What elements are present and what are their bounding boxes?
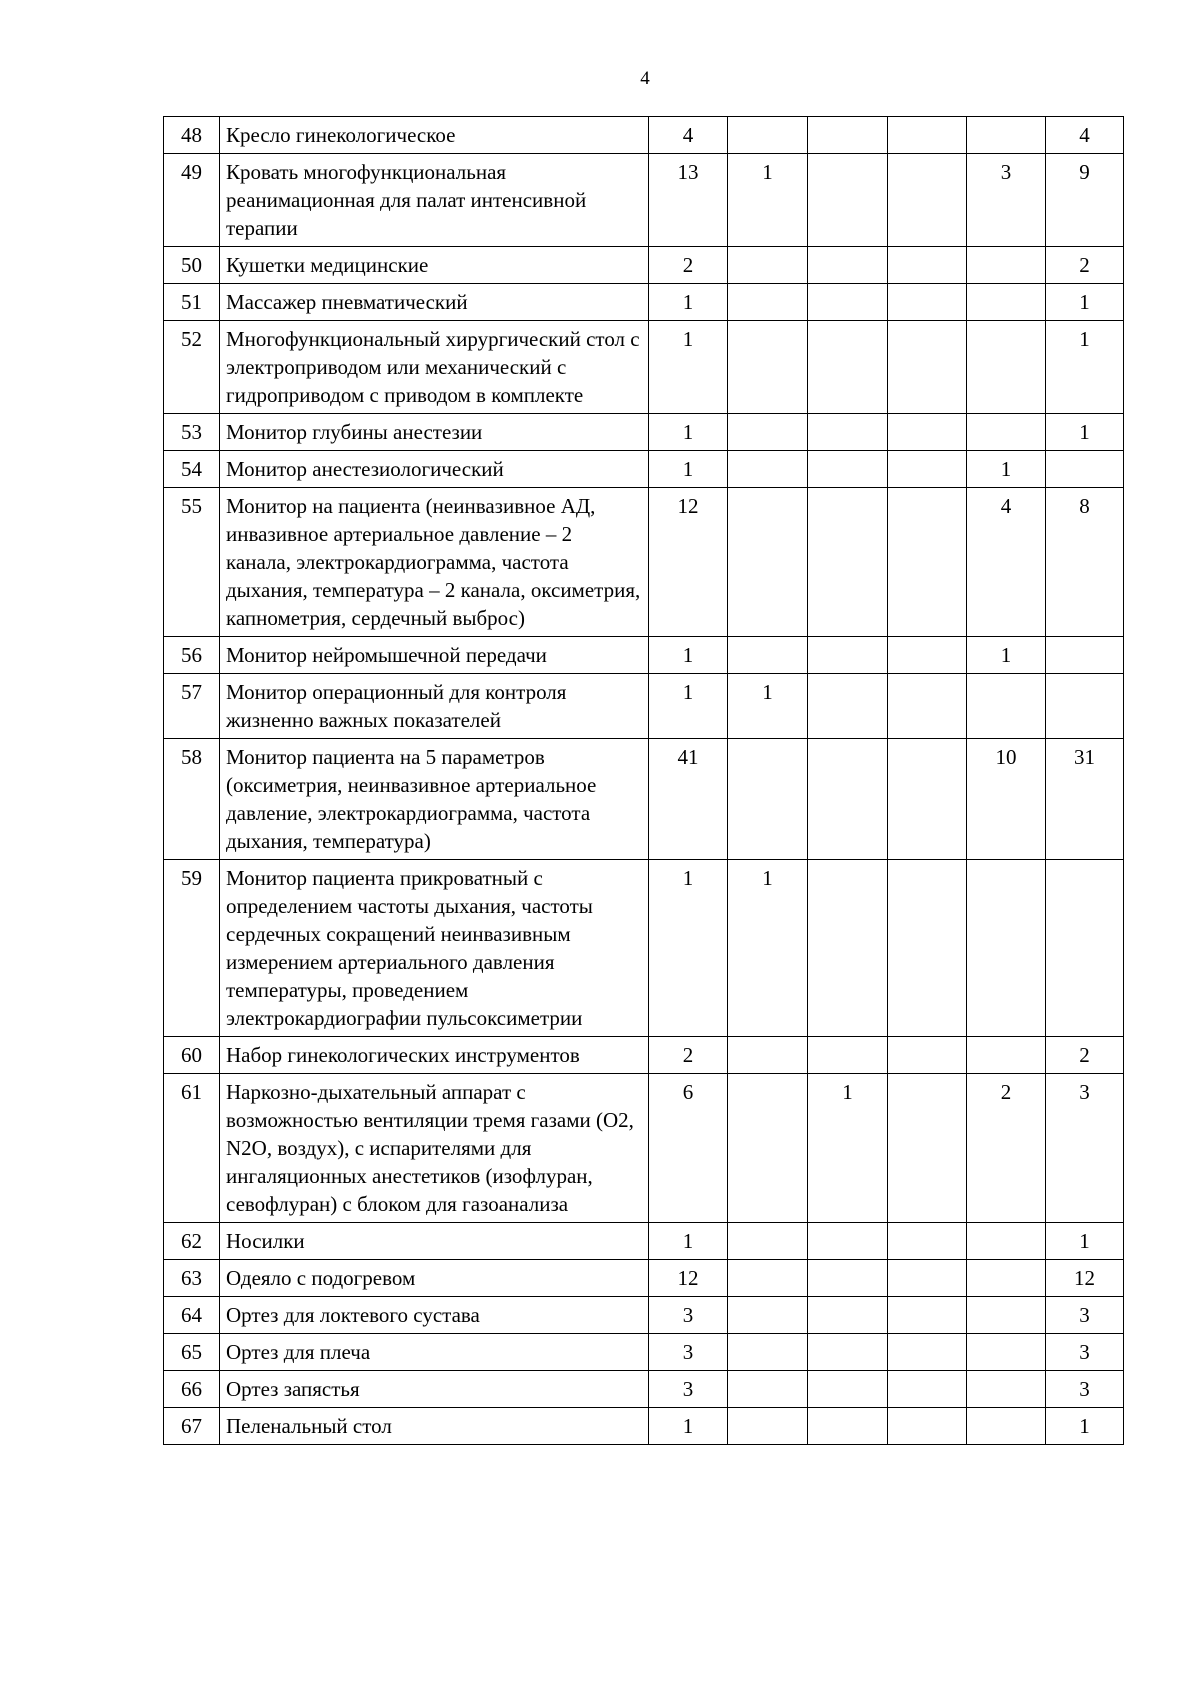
cell-col2 xyxy=(728,637,808,674)
row-number: 65 xyxy=(164,1334,220,1371)
item-name: Монитор нейромышечной передачи xyxy=(220,637,649,674)
cell-total: 12 xyxy=(649,488,728,637)
cell-col3 xyxy=(808,488,888,637)
cell-col4 xyxy=(888,1297,967,1334)
cell-col4 xyxy=(888,860,967,1037)
cell-total: 1 xyxy=(649,284,728,321)
cell-col4 xyxy=(888,1371,967,1408)
cell-col4 xyxy=(888,414,967,451)
cell-col4 xyxy=(888,284,967,321)
cell-col2: 1 xyxy=(728,674,808,739)
cell-col4 xyxy=(888,1408,967,1445)
cell-col2 xyxy=(728,284,808,321)
item-name: Массажер пневматический xyxy=(220,284,649,321)
cell-col5 xyxy=(967,321,1046,414)
cell-col4 xyxy=(888,674,967,739)
cell-col5: 10 xyxy=(967,739,1046,860)
table-row xyxy=(164,154,1124,247)
table-row xyxy=(164,1074,1124,1223)
cell-col2 xyxy=(728,739,808,860)
cell-col2 xyxy=(728,1260,808,1297)
cell-col6: 31 xyxy=(1046,739,1124,860)
item-name: Монитор пациента на 5 параметров (оксиметрия, неинвазивное артериальное давление, электрокардиограмма, частота дыхания, температура) xyxy=(220,739,649,860)
cell-col5 xyxy=(967,1371,1046,1408)
cell-col6 xyxy=(1046,674,1124,739)
cell-col3 xyxy=(808,414,888,451)
item-name: Ортез для плеча xyxy=(220,1334,649,1371)
page-number: 4 xyxy=(640,68,650,89)
cell-total: 3 xyxy=(649,1297,728,1334)
row-number: 50 xyxy=(164,247,220,284)
cell-col3 xyxy=(808,1334,888,1371)
row-number: 56 xyxy=(164,637,220,674)
cell-col3 xyxy=(808,1408,888,1445)
item-name: Пеленальный стол xyxy=(220,1408,649,1445)
cell-col6: 1 xyxy=(1046,1408,1124,1445)
cell-col6: 8 xyxy=(1046,488,1124,637)
cell-total: 4 xyxy=(649,117,728,154)
cell-col6: 2 xyxy=(1046,1037,1124,1074)
cell-col3 xyxy=(808,1297,888,1334)
cell-col3 xyxy=(808,247,888,284)
table-row xyxy=(164,1297,1124,1334)
item-name: Ортез запястья xyxy=(220,1371,649,1408)
cell-col5 xyxy=(967,1297,1046,1334)
item-name: Наркозно-дыхательный аппарат с возможностью вентиляции тремя газами (O2, N2O, воздух), с испарителями для ингаляционных анестетиков (изофлуран, севофлуран) с блоком для газоанализа xyxy=(220,1074,649,1223)
row-number: 66 xyxy=(164,1371,220,1408)
cell-col3 xyxy=(808,637,888,674)
cell-col3 xyxy=(808,674,888,739)
cell-col3 xyxy=(808,1037,888,1074)
table-body xyxy=(164,117,1124,1445)
item-name: Монитор глубины анестезии xyxy=(220,414,649,451)
cell-col2 xyxy=(728,1297,808,1334)
cell-col2 xyxy=(728,1223,808,1260)
cell-col2 xyxy=(728,117,808,154)
table-row xyxy=(164,860,1124,1037)
cell-total: 6 xyxy=(649,1074,728,1223)
cell-col4 xyxy=(888,488,967,637)
cell-col5 xyxy=(967,1260,1046,1297)
cell-col5: 3 xyxy=(967,154,1046,247)
cell-total: 13 xyxy=(649,154,728,247)
row-number: 59 xyxy=(164,860,220,1037)
cell-col3 xyxy=(808,154,888,247)
cell-col6 xyxy=(1046,451,1124,488)
cell-total: 2 xyxy=(649,1037,728,1074)
cell-total: 1 xyxy=(649,1223,728,1260)
row-number: 61 xyxy=(164,1074,220,1223)
item-name: Монитор на пациента (неинвазивное АД, инвазивное артериальное давление – 2 канала, электрокардиограмма, частота дыхания, температура – 2 канала, оксиметрия, капнометрия, сердечный выброс) xyxy=(220,488,649,637)
cell-col2 xyxy=(728,451,808,488)
row-number: 58 xyxy=(164,739,220,860)
cell-col4 xyxy=(888,1074,967,1223)
cell-col2 xyxy=(728,414,808,451)
table-row xyxy=(164,284,1124,321)
cell-col4 xyxy=(888,1223,967,1260)
cell-total: 3 xyxy=(649,1371,728,1408)
row-number: 62 xyxy=(164,1223,220,1260)
cell-col2 xyxy=(728,1408,808,1445)
cell-col2 xyxy=(728,1334,808,1371)
cell-col6: 12 xyxy=(1046,1260,1124,1297)
row-number: 57 xyxy=(164,674,220,739)
item-name: Монитор пациента прикроватный с определением частоты дыхания, частоты сердечных сокращений неинвазивным измерением артериального давления температуры, проведением электрокардиографии пульсоксиметрии xyxy=(220,860,649,1037)
cell-col5 xyxy=(967,414,1046,451)
cell-col4 xyxy=(888,637,967,674)
cell-col5 xyxy=(967,117,1046,154)
table-row xyxy=(164,1037,1124,1074)
cell-col6: 1 xyxy=(1046,414,1124,451)
row-number: 49 xyxy=(164,154,220,247)
row-number: 51 xyxy=(164,284,220,321)
cell-total: 1 xyxy=(649,860,728,1037)
table-row xyxy=(164,1260,1124,1297)
cell-col5 xyxy=(967,1223,1046,1260)
cell-col5 xyxy=(967,860,1046,1037)
item-name: Набор гинекологических инструментов xyxy=(220,1037,649,1074)
cell-total: 2 xyxy=(649,247,728,284)
cell-col4 xyxy=(888,1334,967,1371)
item-name: Монитор анестезиологический xyxy=(220,451,649,488)
cell-col6: 1 xyxy=(1046,1223,1124,1260)
row-number: 64 xyxy=(164,1297,220,1334)
table-row xyxy=(164,321,1124,414)
cell-col4 xyxy=(888,739,967,860)
table-row xyxy=(164,117,1124,154)
cell-col5 xyxy=(967,674,1046,739)
table-row xyxy=(164,1408,1124,1445)
row-number: 55 xyxy=(164,488,220,637)
cell-col6: 3 xyxy=(1046,1297,1124,1334)
cell-col4 xyxy=(888,321,967,414)
cell-total: 1 xyxy=(649,637,728,674)
row-number: 54 xyxy=(164,451,220,488)
cell-col3 xyxy=(808,321,888,414)
cell-col5 xyxy=(967,1334,1046,1371)
cell-col5 xyxy=(967,247,1046,284)
cell-col5: 4 xyxy=(967,488,1046,637)
item-name: Монитор операционный для контроля жизненно важных показателей xyxy=(220,674,649,739)
cell-total: 1 xyxy=(649,321,728,414)
item-name: Кровать многофункциональная реанимационная для палат интенсивной терапии xyxy=(220,154,649,247)
item-name: Ортез для локтевого сустава xyxy=(220,1297,649,1334)
cell-col2 xyxy=(728,1037,808,1074)
cell-col6: 9 xyxy=(1046,154,1124,247)
item-name: Носилки xyxy=(220,1223,649,1260)
row-number: 48 xyxy=(164,117,220,154)
cell-col4 xyxy=(888,117,967,154)
cell-col3 xyxy=(808,739,888,860)
cell-col2 xyxy=(728,247,808,284)
table-row xyxy=(164,1371,1124,1408)
item-name: Одеяло с подогревом xyxy=(220,1260,649,1297)
cell-col5 xyxy=(967,284,1046,321)
cell-col4 xyxy=(888,1037,967,1074)
cell-col6 xyxy=(1046,637,1124,674)
item-name: Многофункциональный хирургический стол с электроприводом или механический с гидроприводом с приводом в комплекте xyxy=(220,321,649,414)
cell-col3 xyxy=(808,1260,888,1297)
cell-col5: 1 xyxy=(967,451,1046,488)
item-name: Кушетки медицинские xyxy=(220,247,649,284)
cell-total: 3 xyxy=(649,1334,728,1371)
cell-total: 41 xyxy=(649,739,728,860)
row-number: 63 xyxy=(164,1260,220,1297)
cell-col3 xyxy=(808,284,888,321)
cell-col2 xyxy=(728,1371,808,1408)
row-number: 52 xyxy=(164,321,220,414)
table-row xyxy=(164,1334,1124,1371)
cell-col2 xyxy=(728,1074,808,1223)
cell-col2: 1 xyxy=(728,860,808,1037)
table-row xyxy=(164,1223,1124,1260)
table-row xyxy=(164,674,1124,739)
cell-total: 1 xyxy=(649,451,728,488)
cell-col3 xyxy=(808,1371,888,1408)
cell-col5 xyxy=(967,1408,1046,1445)
row-number: 53 xyxy=(164,414,220,451)
equipment-table xyxy=(163,116,1124,1445)
cell-col2 xyxy=(728,321,808,414)
cell-total: 1 xyxy=(649,674,728,739)
table-row xyxy=(164,637,1124,674)
table-row xyxy=(164,488,1124,637)
cell-col5: 1 xyxy=(967,637,1046,674)
cell-total: 1 xyxy=(649,1408,728,1445)
cell-col3 xyxy=(808,117,888,154)
cell-col6 xyxy=(1046,860,1124,1037)
cell-col4 xyxy=(888,1260,967,1297)
cell-total: 12 xyxy=(649,1260,728,1297)
cell-col3: 1 xyxy=(808,1074,888,1223)
cell-col5: 2 xyxy=(967,1074,1046,1223)
cell-col4 xyxy=(888,247,967,284)
cell-col6: 3 xyxy=(1046,1074,1124,1223)
cell-col3 xyxy=(808,860,888,1037)
cell-col6: 1 xyxy=(1046,321,1124,414)
cell-col6: 2 xyxy=(1046,247,1124,284)
item-name: Кресло гинекологическое xyxy=(220,117,649,154)
cell-total: 1 xyxy=(649,414,728,451)
cell-col6: 3 xyxy=(1046,1334,1124,1371)
row-number: 60 xyxy=(164,1037,220,1074)
cell-col3 xyxy=(808,451,888,488)
cell-col5 xyxy=(967,1037,1046,1074)
cell-col2 xyxy=(728,488,808,637)
cell-col3 xyxy=(808,1223,888,1260)
row-number: 67 xyxy=(164,1408,220,1445)
cell-col6: 1 xyxy=(1046,284,1124,321)
cell-col4 xyxy=(888,154,967,247)
cell-col6: 3 xyxy=(1046,1371,1124,1408)
cell-col4 xyxy=(888,451,967,488)
table-row xyxy=(164,247,1124,284)
table-row xyxy=(164,414,1124,451)
cell-col6: 4 xyxy=(1046,117,1124,154)
table-row xyxy=(164,739,1124,860)
cell-col2: 1 xyxy=(728,154,808,247)
table-row xyxy=(164,451,1124,488)
